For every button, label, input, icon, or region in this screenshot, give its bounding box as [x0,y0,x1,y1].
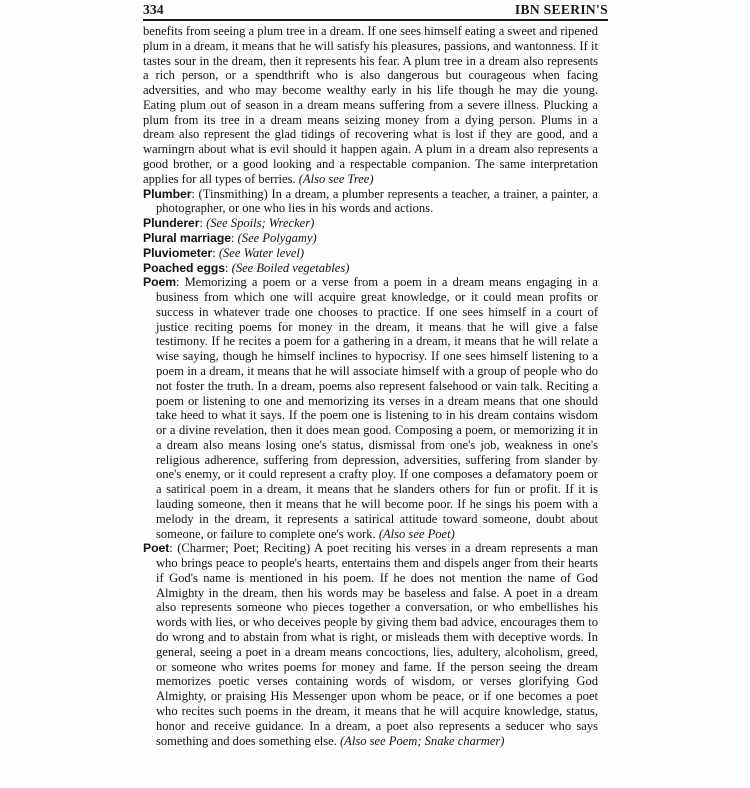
entry-body: : [212,245,219,260]
entry-headword: Poached eggs [143,260,226,275]
entry-also-see: (Also see Poem; Snake charmer) [340,733,505,748]
entry-body: : [199,216,207,231]
entry-body: benefits from seeing a plum tree in a dream. If one sees himself eating a sweet and ripened plum in a dream, it means that he will satisfy his pleasures, passions, and wantonness. If it tastes sour in the dream, then it represents his fear. A plum tree in a dream also represents a rich person, or a spendthrift who is also dangerous but courageous when facing adversities, and who may become wealthy early in his life though he may die young. Eating plum out of season in a dream means suffering from a severe illness. Plucking a plum from its tree in a dream means seizing money from a dying person. Plums in a dream also represent the glad tidings of recovering what is lost if they are good, and a warningrn about what is evil should it happen again. A plum in a dream also represents a good brother, or a good looking and a respectable companion. The same interpretation applies for all types of berries. [143,24,599,186]
entry-body: : Memorizing a poem or a verse from a poem in a dream means engaging in a business from which one will acquire great knowledge, or it could mean profits or success in whatever trade one chooses to practice. If one sees himself in a court of justice reciting poems for money in the dream, it means that he will give a false testimony. If he recites a poem for a gathering in a dream, it means that he will relate a wise saying, though he himself inclines to hypocrisy. If one sees himself listening to a poem in a dream, it means that he will associate himself with a group of people who do not foster the truth. In a dream, poems also represent falsehood or vain talk. Reciting a poem or listening to one and memorizing its verses in a dream means that one should take heed to what it says. If the poem one is listening to in his dream contains wisdom or a divine revelation, then it does mean good. Composing a poem, or memorizing it in a dream also means losing one's status, dismissal from one's job, weakness in one's religious adherence, suffering from depression, adversities, suffering from slander by one's enemy, or it could represent a crafty ploy. If one composes a defamatory poem or a satirical poem in a dream, it means that he slanders others for fun or profit. If it is lauding someone, then it means that he will become poor. If he sings his poem with a melody in the dream, it represents a satirical attitude toward someone, doubt about someone, or failure to complete one's work. [156,275,598,541]
dictionary-entry [143,541,598,748]
entry-body: : (Tinsmithing) In a dream, a plumber represents a teacher, a trainer, a painter, a photographer, or one who lies in his words and actions. [156,186,598,216]
header-rule [143,19,608,21]
entry-cross-reference: (See Spoils; Wrecker) [206,216,315,231]
entry-body: : [225,260,232,275]
entry-also-see: (Also see Tree) [298,171,374,186]
entry-headword: Plumber [143,186,192,201]
dictionary-entry [143,187,598,217]
entry-headword: Poet [143,541,170,556]
entry-headword: Poem [143,275,176,290]
entry-headword: Pluviometer [143,245,213,260]
entry-body: : [231,230,238,245]
dictionary-entry [143,275,598,541]
dictionary-entry [143,261,598,276]
entry-headword: Plural marriage [143,230,231,245]
dictionary-entry [143,216,598,231]
entry-body: : (Charmer; Poet; Reciting) A poet reciting his verses in a dream represents a man who brings peace to people's hearts, entertains them and dispels anger from their hearts if God's name is mentioned in his poem. If he does not mention the name of God Almighty in the dream, then his words may be baseless and false. A poet in a dream also represents someone who pieces together a conversation, or who embellishes his words with lies, or who deceives people by giving them bad advice, encourages them to do wrong and to abstain from what is right, or misleads them with deceptive words. In general, seeing a poet in a dream means concoctions, lies, adultery, alcoholism, greed, or someone who writes poems for money and fame. If the person seeing the dream memorizes poetic verses containing words of wisdom, or verses glorifying God Almighty, or praising His Messenger upon whom be peace, or if one becomes a poet who recites such poems in the dream, it means that he will acquire knowledge, status, honor and receive guidance. In a dream, a poet also represents a seducer who says something and does something else. [156,541,598,748]
entry-also-see: (Also see Poet) [378,526,455,541]
entry-cross-reference: (See Water level) [218,245,305,260]
paragraph-continuation [143,24,598,187]
entry-cross-reference: (See Polygamy) [237,230,317,245]
text-column [143,24,598,748]
page-number: 334 [143,2,164,17]
entry-cross-reference: (See Boiled vegetables) [231,260,350,275]
entry-headword: Plunderer [143,216,200,231]
book-title: IBN SEERIN'S [514,2,608,17]
dictionary-entry [143,246,598,261]
running-head [143,2,608,18]
dictionary-entry [143,231,598,246]
